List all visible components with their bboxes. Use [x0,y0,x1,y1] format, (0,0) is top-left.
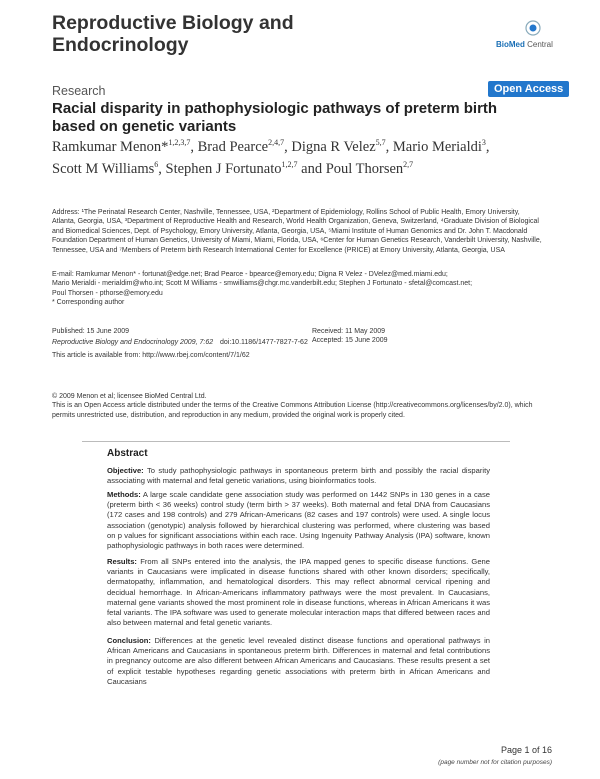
citation: Reproductive Biology and Endocrinology 2009, 7:62 [52,339,214,346]
copyright-block [52,392,542,420]
page-note: (page number not for citation purposes) [438,759,552,766]
email-line: Poul Thorsen - pthorse@emory.edu [52,289,163,297]
open-access-badge: Open Access [488,81,569,97]
abstract-objective: Objective: To study pathophysiologic pathways in spontaneous preterm birth and possibly the racial disparity associating with maternal and fetal genetic variations, using bioinformatics tools. [107,466,490,486]
license: This is an Open Access article distributed under the terms of the Creative Commons Attribution License (http://creativecommons.org/licenses/by/2.0), which permits unrestricted use, distribution, and reproduction in any medium, provided the original work is properly cited. [52,402,533,419]
abstract-heading: Abstract [107,448,148,459]
email-block [52,270,542,308]
publication-info [52,327,542,387]
email-line: Mario Merialdi - merialdim@who.int; Scott M Williams - smwilliams@chgr.mc.vanderbilt.edu; Stephen J Fortunato - sfetal@comcast.net; [52,280,473,288]
abstract-methods: Methods: A large scale candidate gene association study was performed on 1442 SNPs in 130 genes in a case (preterm birth < 36 weeks) control study (term birth > 37 weeks). Both maternal and fetal DNA from Caucasians (172 cases and 198 controls) and 279 African-Americans (82 cases and 197 controls) were used. A single locus association (genotypic) analysis followed by hierarchical clustering was performed, where clustering was based on p values for significant associations within each race. Using Ingenuity Pathway Analysis (IPA) software, known pathophysiologic pathways in both races were determined. [107,490,490,551]
doi: doi:10.1186/1477-7827-7-62 [220,339,308,346]
page-number: Page 1 of 16 [500,745,552,755]
author: Brad Pearce$^{2,4,7}$ [197,138,285,155]
publisher-logo-text: BioMed Central [496,40,553,49]
received-date: Received: 11 May 2009 [312,328,386,335]
abstract-results: Results: From all SNPs entered into the analysis, the IPA mapped genes to specific disease functions. Gene variants in Caucasians were implicated in disease functions shared with other known disorders; specifically, dermatopathy, inflammation, and hematological disorders. This may reflect abnormal cervical ripening and decidual hemorrhage. In African-Americans inflammatory pathways were the most prevalent. In Caucasians, maternal gene variants showed the most prominent role in disease functions, whereas in African Americans it was fetal variants. The IPA software was used to generate molecular interaction maps that differed between races and also between maternal and fetal genetic variants. [107,557,490,628]
author: Digna R Velez$^{5,7}$ [291,138,386,155]
journal-title: Reproductive Biology and Endocrinology [52,12,294,56]
published-date: Published: 15 June 2009 [52,328,130,335]
author: Scott M Williams$^6$ [52,159,159,177]
author: and Poul Thorsen$^{2,7}$ [301,159,414,177]
author-list: Ramkumar Menon*$^{1,2,3,7}$, Brad Pearce$^{2,4,7}$, Digna R Velez$^{5,7}$, Mario Merialdi$^3$, Scott M Williams$^6$, Stephen J Fortunato$^{1,2,7}$ and Poul Thorsen$^{2,7}$ [52,138,490,177]
accepted-date: Accepted: 15 June 2009 [312,337,388,344]
article-title: Racial disparity in pathophysiologic pathways of preterm birth based on genetic variants [52,100,498,135]
author: Ramkumar Menon*$^{1,2,3,7}$ [52,138,191,155]
abstract-conclusion: Conclusion: Differences at the genetic level revealed distinct disease functions and operational pathways in African Americans and Caucasians in spontaneous preterm birth. Differences in maternal and fetal contributions in pregnancy outcome are also different between African Americans and Caucasians. These results present a set of explicit testable hypotheses regarding genetic associations with preterm birth in African Americans and Caucasians [107,636,490,686]
affiliations: Address: ¹The Perinatal Research Center, Nashville, Tennessee, USA, ²Department of Epidemiology, Rollins School of Public Health, Emory University, Atlanta, Georgia, USA, ³Department of Reproductive Health and Research, World Health Organization, Geneva, Switzerland, ⁴Graduate Division of Biological and Biomedical Sciences, Dept. of Psychology, Emory University, Atlanta, Georgia, USA, ⁵Miami Institute of Human Genomics and Dr. John T. Macdonald Foundation Department of Human Genetics, University of Miami, Miami, Florida, USA, ⁶Center for Human Genetics Research, Vanderbilt University, Nashville, Tennessee, USA and ⁷Members of Preterm birth Research International Center for Excellence (PRICE) at Emory University, Atlanta, Georgia, USA [52,209,542,254]
email-line: E-mail: Ramkumar Menon* - fortunat@edge.net; Brad Pearce - bpearce@emory.edu; Digna R Velez - DVelez@med.miami.edu; [52,271,448,278]
copyright: © 2009 Menon et al; licensee BioMed Central Ltd. [52,393,207,400]
author: Mario Merialdi$^3$ [392,138,486,155]
section-label: Research [52,84,106,98]
article-url[interactable]: This article is available from: http://www.rbej.com/content/7/1/62 [52,352,250,359]
author: Stephen J Fortunato$^{1,2,7}$ [165,159,298,177]
corresponding-note: * Corresponding author [52,299,125,307]
